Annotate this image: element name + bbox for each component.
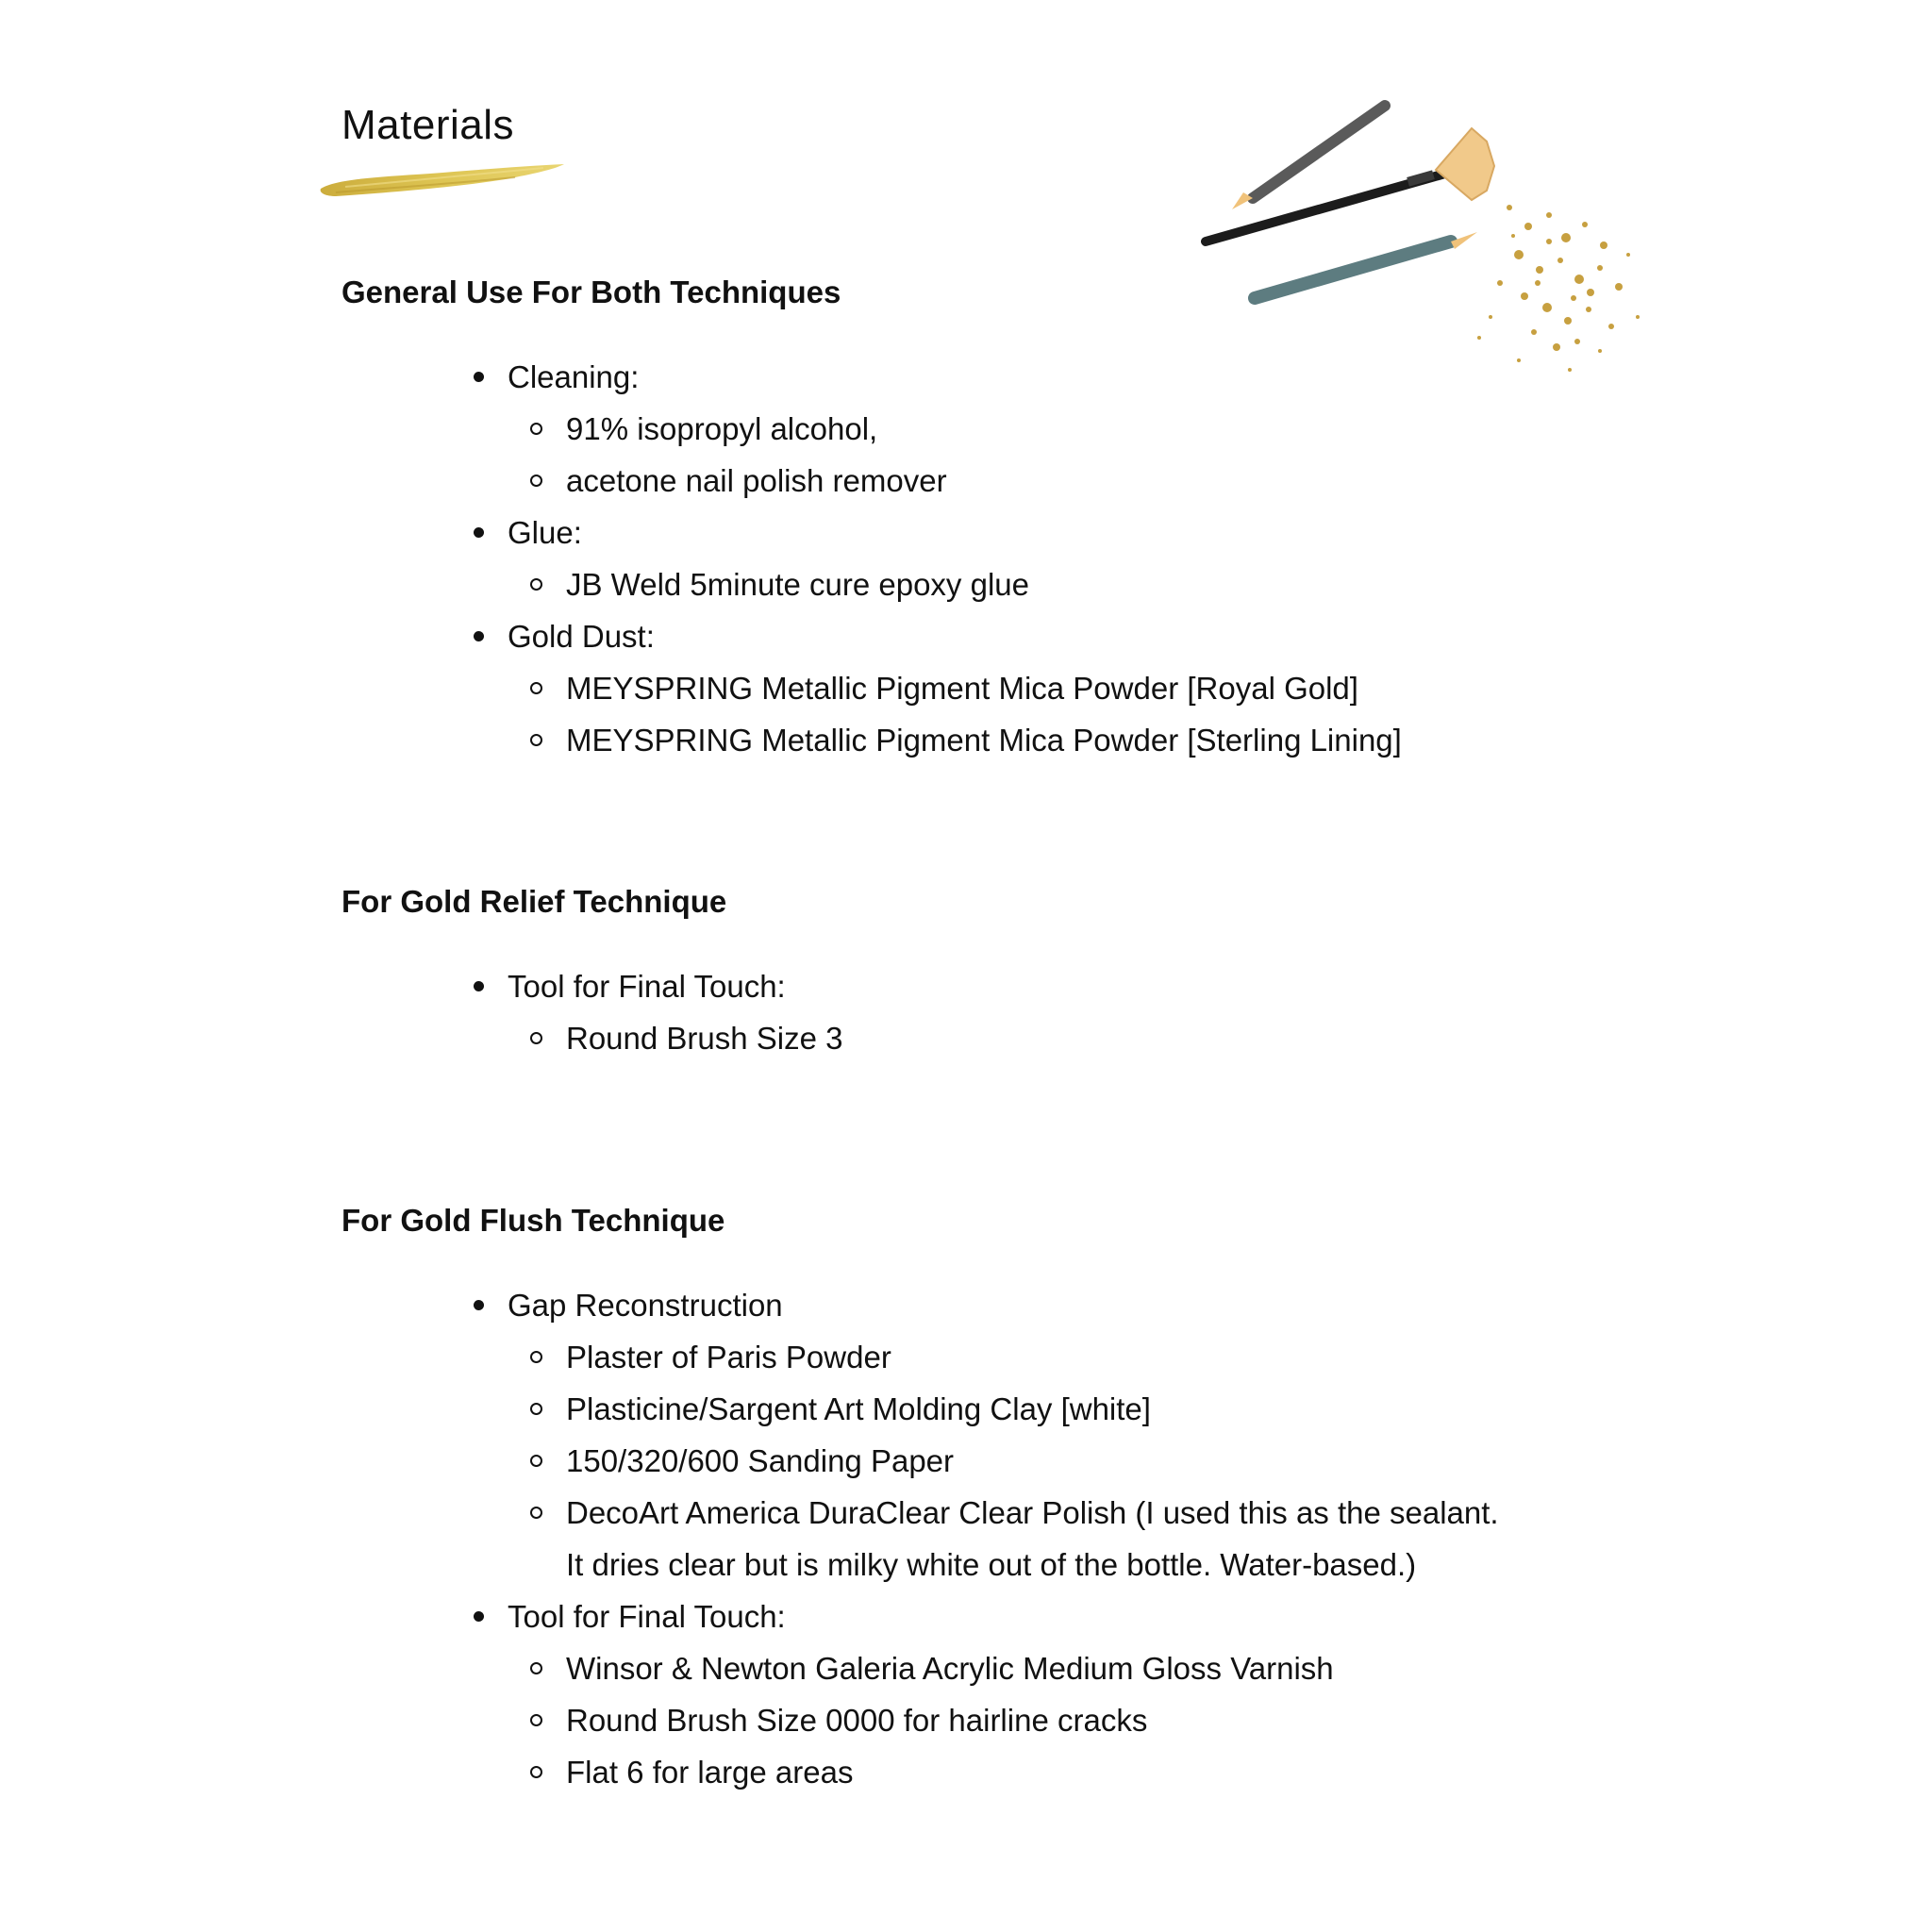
- item-text: JB Weld 5minute cure epoxy glue: [566, 567, 1029, 602]
- list-item: [566, 1435, 1509, 1487]
- item-text: Round Brush Size 3: [566, 1021, 843, 1056]
- section-heading: General Use For Both Techniques: [341, 275, 841, 309]
- section-gold-relief: [341, 881, 1662, 1064]
- section-heading: For Gold Relief Technique: [341, 884, 727, 919]
- circle-bullet-icon: [530, 734, 542, 746]
- item-text: DecoArt America DuraClear Clear Polish (I used this as the sealant. It dries clear but is milky white out of the bottle. Water-based.): [566, 1495, 1499, 1582]
- group-label: Cleaning:: [508, 359, 640, 394]
- group-label: Tool for Final Touch:: [508, 1599, 786, 1634]
- list-item: [508, 960, 1662, 1064]
- page-title: Materials: [341, 102, 514, 148]
- circle-bullet-icon: [530, 1714, 542, 1726]
- circle-bullet-icon: [530, 1766, 542, 1778]
- group-label: Gold Dust:: [508, 619, 655, 654]
- list-item: [508, 1279, 1662, 1591]
- item-text: Round Brush Size 0000 for hairline cracks: [566, 1703, 1148, 1738]
- item-text: MEYSPRING Metallic Pigment Mica Powder [Royal Gold]: [566, 671, 1358, 706]
- bullet-icon: [474, 372, 484, 382]
- circle-bullet-icon: [530, 1403, 542, 1415]
- item-text: Plaster of Paris Powder: [566, 1340, 891, 1374]
- list-item: [566, 1694, 1509, 1746]
- list-item: [566, 1746, 1509, 1798]
- item-text: MEYSPRING Metallic Pigment Mica Powder [Sterling Lining]: [566, 723, 1402, 758]
- sub-list: [508, 403, 1662, 507]
- circle-bullet-icon: [530, 1662, 542, 1674]
- list-item: [566, 1383, 1509, 1435]
- bullet-icon: [474, 1300, 484, 1310]
- materials-list: [341, 1279, 1662, 1798]
- circle-bullet-icon: [530, 475, 542, 487]
- item-text: Flat 6 for large areas: [566, 1755, 854, 1790]
- list-item: [566, 558, 1509, 610]
- list-item: [566, 1642, 1509, 1694]
- sub-list: [508, 1012, 1662, 1064]
- list-item: [566, 1331, 1509, 1383]
- group-label: Glue:: [508, 515, 582, 550]
- circle-bullet-icon: [530, 423, 542, 435]
- item-text: Plasticine/Sargent Art Molding Clay [white]: [566, 1391, 1151, 1426]
- list-item: [566, 455, 1509, 507]
- list-item: [566, 1487, 1509, 1591]
- list-item: [508, 351, 1662, 507]
- sub-list: [508, 1331, 1662, 1591]
- section-gold-flush: [341, 1200, 1662, 1798]
- circle-bullet-icon: [530, 1507, 542, 1519]
- item-text: 150/320/600 Sanding Paper: [566, 1443, 955, 1478]
- list-item: [566, 1012, 1509, 1064]
- item-text: 91% isopropyl alcohol,: [566, 411, 878, 446]
- list-item: [566, 662, 1509, 714]
- gold-brush-stroke-icon: [317, 157, 572, 209]
- group-label: Tool for Final Touch:: [508, 969, 786, 1004]
- materials-list: [341, 351, 1662, 766]
- bullet-icon: [474, 527, 484, 538]
- group-label: Gap Reconstruction: [508, 1288, 783, 1323]
- item-text: Winsor & Newton Galeria Acrylic Medium Gloss Varnish: [566, 1651, 1334, 1686]
- section-heading: For Gold Flush Technique: [341, 1203, 725, 1238]
- list-item: [508, 1591, 1662, 1798]
- bullet-icon: [474, 1611, 484, 1622]
- circle-bullet-icon: [530, 682, 542, 694]
- circle-bullet-icon: [530, 1032, 542, 1044]
- sub-list: [508, 1642, 1662, 1798]
- circle-bullet-icon: [530, 1351, 542, 1363]
- section-general-use: [341, 272, 1662, 766]
- list-item: [566, 403, 1509, 455]
- sub-list: [508, 662, 1662, 766]
- materials-list: [341, 960, 1662, 1064]
- list-item: [508, 610, 1662, 766]
- circle-bullet-icon: [530, 1455, 542, 1467]
- bullet-icon: [474, 631, 484, 641]
- list-item: [508, 507, 1662, 610]
- circle-bullet-icon: [530, 578, 542, 591]
- bullet-icon: [474, 981, 484, 991]
- list-item: [566, 714, 1509, 766]
- item-text: acetone nail polish remover: [566, 463, 947, 498]
- sub-list: [508, 558, 1662, 610]
